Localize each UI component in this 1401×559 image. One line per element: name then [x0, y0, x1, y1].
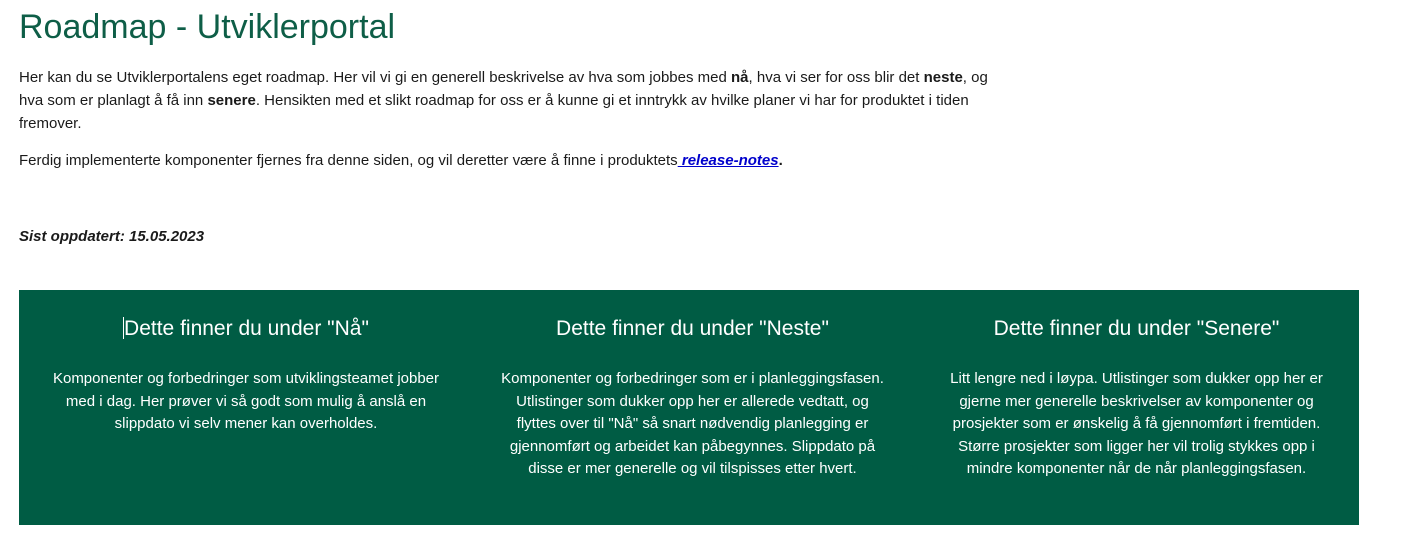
- roadmap-panel: [19, 290, 1359, 525]
- intro-bold-senere: senere: [207, 92, 256, 109]
- intro-text-1: Her kan du se Utviklerportalens eget roadmap. Her vil vi gi en generell beskrivelse av hva som jobbes med: [19, 69, 732, 86]
- intro-text-2: , hva vi ser for oss blir det: [748, 69, 924, 86]
- roadmap-column-now: [19, 290, 473, 525]
- intro-text-4: . Hensikten med et slikt roadmap for oss er å kunne gi et inntrykk av hvilke planer vi har for produktet i tiden fremover.: [19, 92, 969, 132]
- roadmap-heading-now: [41, 314, 451, 344]
- roadmap-description-later: Litt lengre ned i løypa. Utlistinger som dukker opp her er gjerne mer generelle beskrivelser av komponenter og prosjekter som er ønskelig å få gjennomført i fremtiden. Større prosjekter som ligger her vil trolig stykkes opp i mindre komponenter når de når planleggingsfasen.: [950, 370, 1323, 477]
- release-notes-link[interactable]: release-notes: [677, 152, 779, 169]
- roadmap-heading-now-label: Dette finner du under "Nå": [124, 317, 369, 340]
- roadmap-heading-next: Dette finner du under "Neste": [556, 317, 829, 340]
- intro-paragraph: [19, 66, 999, 135]
- intro-bold-na: nå: [731, 69, 749, 86]
- roadmap-description-now: Komponenter og forbedringer som utviklingsteamet jobber med i dag. Her prøver vi så godt som mulig å anslå en slippdato vi selv mener kan overholdes.: [52, 370, 440, 432]
- page-title: Roadmap - Utviklerportal: [19, 8, 396, 46]
- last-updated-text: Sist oppdatert: 15.05.2023: [19, 228, 205, 245]
- roadmap-heading-later: Dette finner du under "Senere": [993, 317, 1280, 340]
- intro-text-3: , og hva som er planlagt å få inn: [19, 69, 988, 109]
- release-notes-period: .: [778, 152, 783, 169]
- intro-bold-neste: neste: [923, 69, 963, 86]
- release-notes-paragraph: [19, 149, 1019, 172]
- release-notes-text: Ferdig implementerte komponenter fjernes fra denne siden, og vil deretter være å finne i produktets: [19, 152, 678, 169]
- roadmap-description-next: Komponenter og forbedringer som er i planleggingsfasen. Utlistinger som dukker opp her er allerede vedtatt, og flyttes over til "Nå" så snart nødvendig planlegging er gjennomført og arbeidet kan påbegynnes. Slippdato på disse er mer generelle og vil tilspisses etter hvert.: [501, 370, 884, 477]
- roadmap-column-next: [473, 290, 912, 525]
- roadmap-column-later: [912, 290, 1361, 525]
